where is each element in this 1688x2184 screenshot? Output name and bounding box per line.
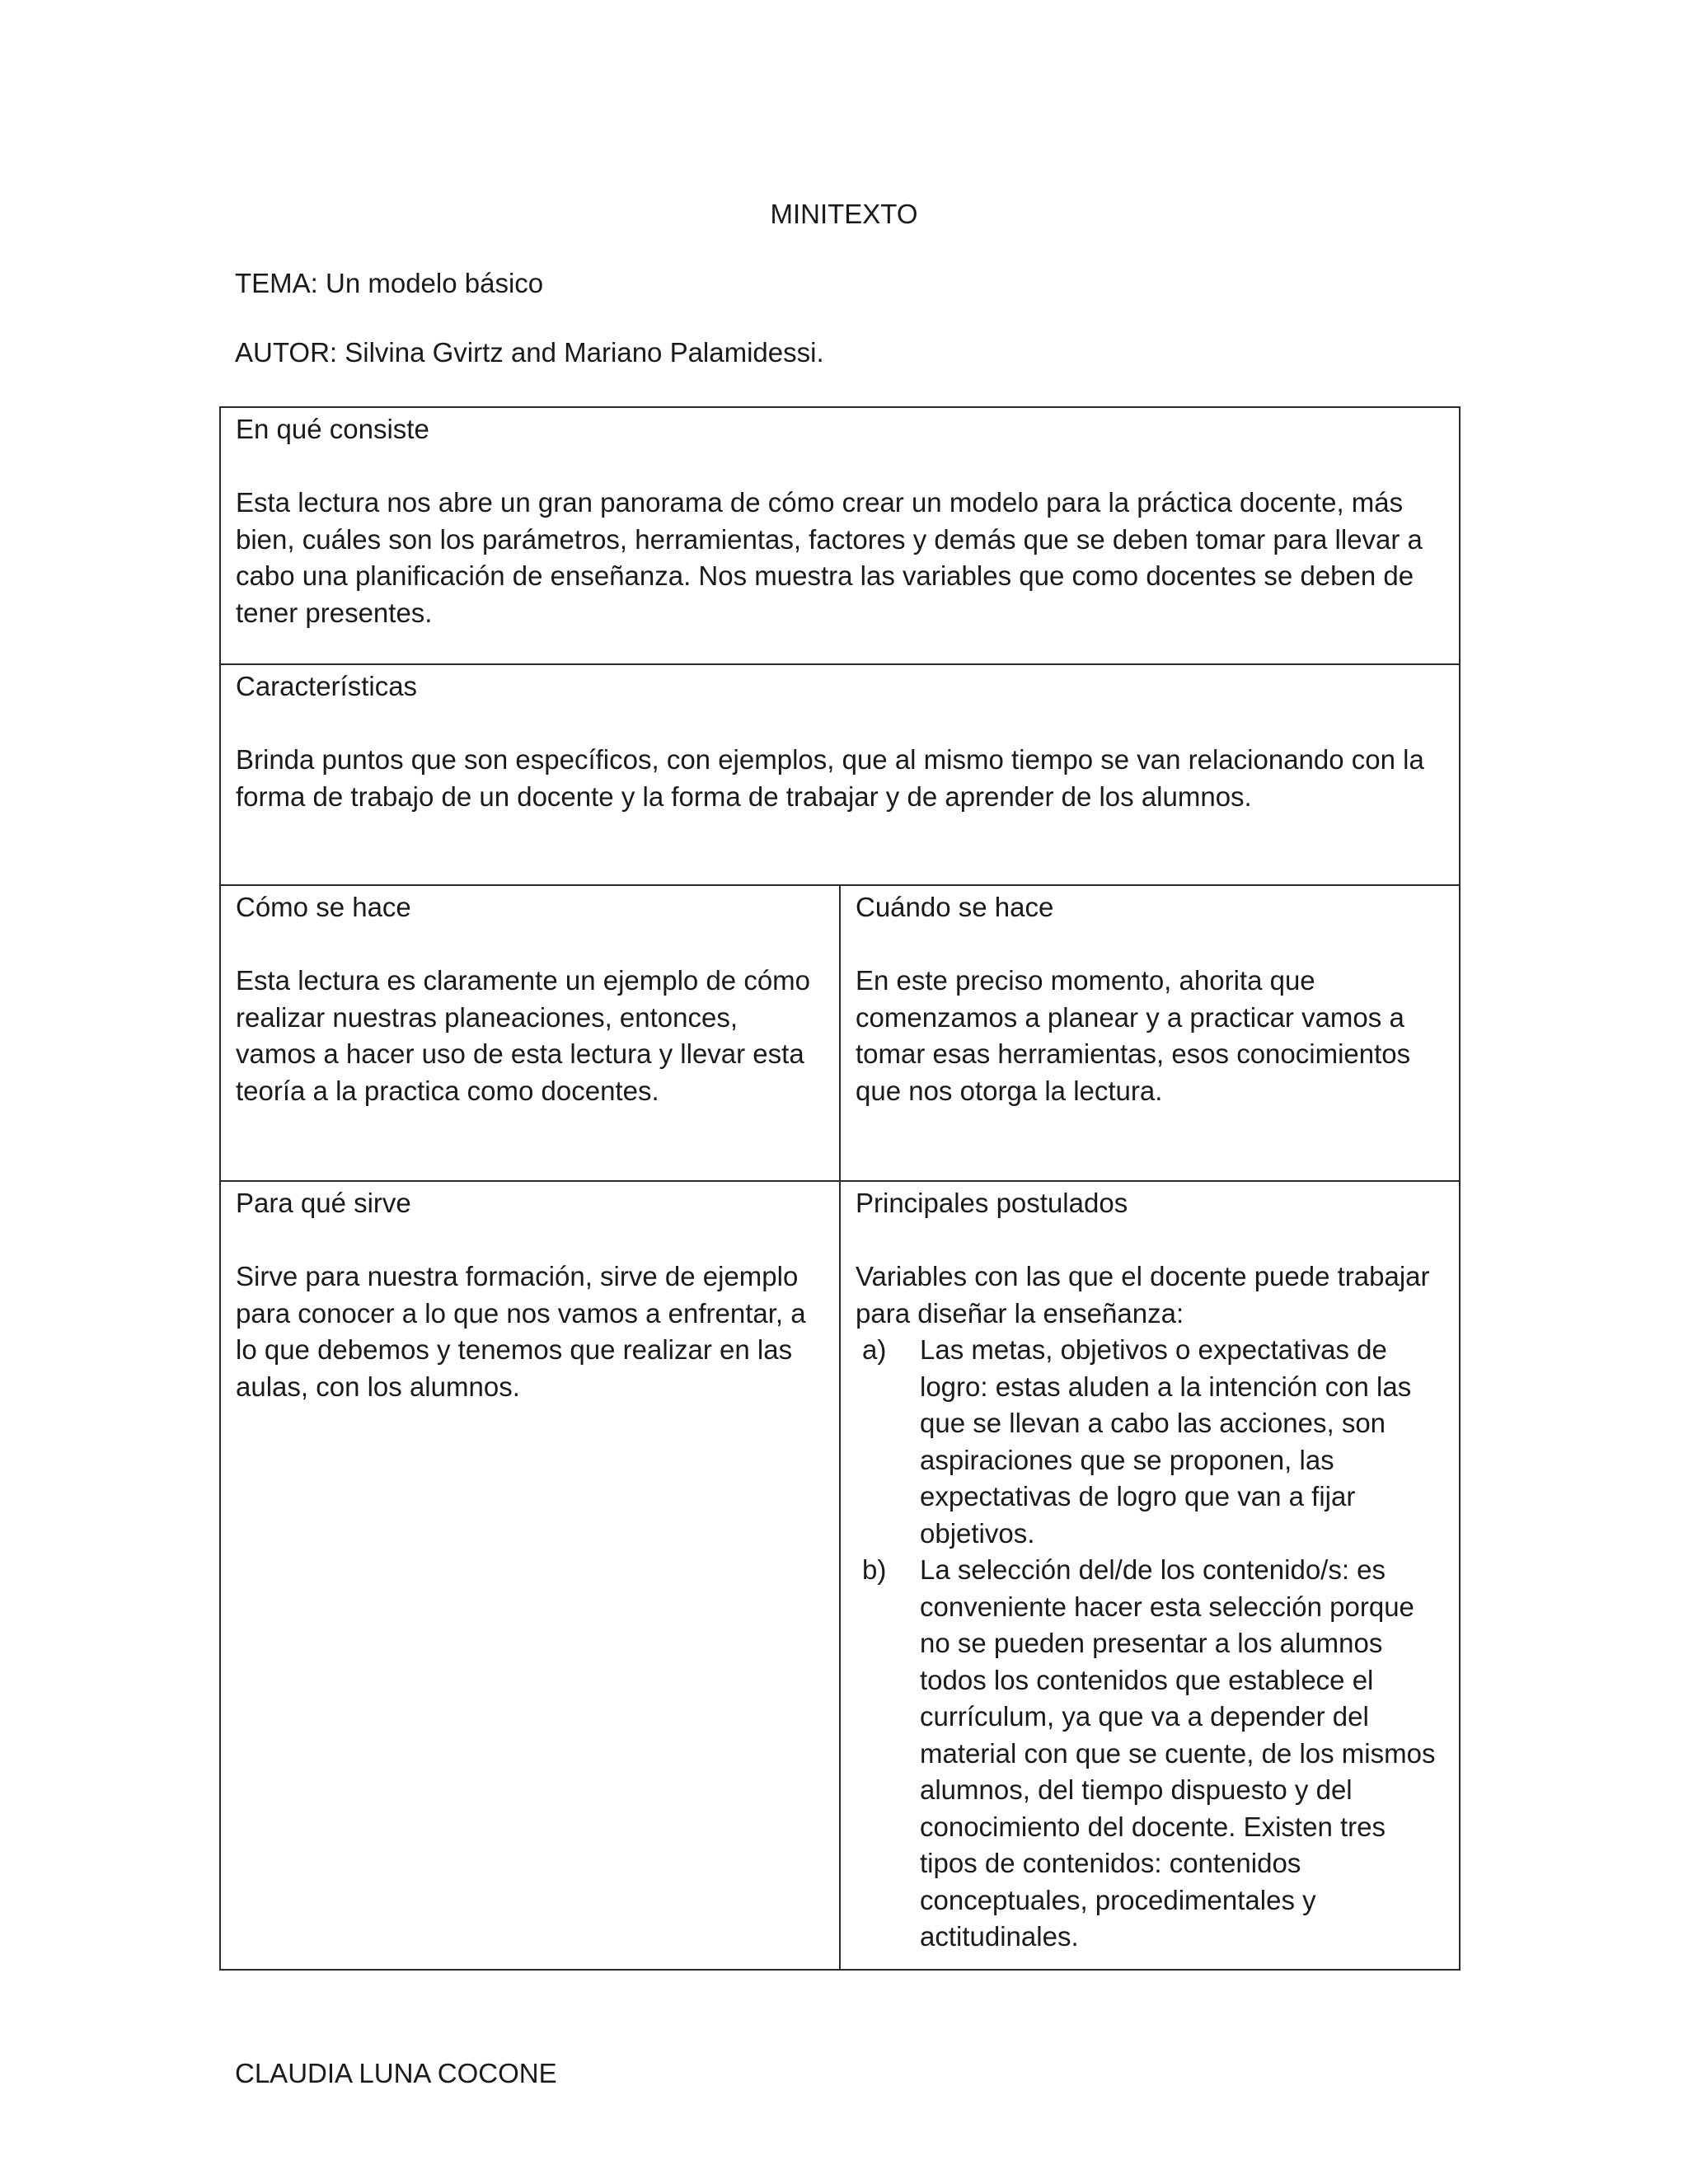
list-item: [856, 1332, 1444, 1552]
cell-caracteristicas: [221, 668, 1459, 815]
list-marker: a): [862, 1334, 887, 1365]
postulados-list: [856, 1332, 1444, 1956]
cuando-se-hace-heading: Cuándo se hace: [856, 892, 1054, 922]
en-que-consiste-heading: En qué consiste: [236, 414, 429, 444]
como-se-hace-body: Esta lectura es claramente un ejemplo de cómo realizar nuestras planeaciones, entonces, vamos a hacer uso de esta lectura y llevar esta teoría a la practica como docentes.: [236, 965, 811, 1106]
caracteristicas-heading: Características: [236, 671, 418, 701]
en-que-consiste-body: Esta lectura nos abre un gran panorama de cómo crear un modelo para la práctica docente, más bien, cuáles son los parámetros, herramientas, factores y demás que se deben tomar para llevar a cabo una planificación de enseñanza. Nos muestra las variables que como docentes se deben de tener presentes.: [236, 487, 1423, 628]
cell-para-que-sirve: [221, 1185, 839, 1405]
tema-line: TEMA: Un modelo básico: [235, 268, 544, 298]
para-que-sirve-body: Sirve para nuestra formación, sirve de ejemplo para conocer a lo que nos vamos a enfrentar, a lo que debemos y tenemos que realizar en las aulas, con los alumnos.: [236, 1261, 806, 1402]
list-item-text: La selección del/de los contenido/s: es conveniente hacer esta selección porque no se pueden presentar a los alumnos todos los contenidos que establece el currículum, ya que va a depender del material con que se cuente, de los mismos alumnos, del tiempo dispuesto y del conocimiento del docente. Existen tres tipos de contenidos: contenidos conceptuales, procedimentales y actitudinales.: [920, 1554, 1436, 1952]
list-item-text: Las metas, objetivos o expectativas de logro: estas aluden a la intención con las que se llevan a cabo las acciones, son aspiraciones que se proponen, las expectativas de logro que van a fijar objetivos.: [920, 1334, 1412, 1549]
principales-postulados-intro: Variables con las que el docente puede trabajar para diseñar la enseñanza:: [856, 1261, 1430, 1329]
cell-en-que-consiste: [221, 411, 1459, 631]
list-item: [856, 1552, 1444, 1956]
row-divider-1: [221, 663, 1459, 665]
autor-line: AUTOR: Silvina Gvirtz and Mariano Palamidessi.: [235, 337, 824, 368]
cell-principales-postulados: [841, 1185, 1459, 1956]
para-que-sirve-heading: Para qué sirve: [236, 1188, 411, 1218]
minitexto-table: [219, 406, 1461, 1971]
caracteristicas-body: Brinda puntos que son específicos, con ejemplos, que al mismo tiempo se van relacionando con la forma de trabajo de un docente y la forma de trabajar y de aprender de los alumnos.: [236, 744, 1424, 812]
footer-author-name: CLAUDIA LUNA COCONE: [235, 2058, 557, 2088]
cuando-se-hace-body: En este preciso momento, ahorita que comenzamos a planear y a practicar vamos a tomar esas herramientas, esos conocimientos que nos otorga la lectura.: [856, 965, 1411, 1106]
document-title: MINITEXTO: [770, 199, 918, 229]
list-marker: b): [862, 1554, 887, 1585]
como-se-hace-heading: Cómo se hace: [236, 892, 411, 922]
cell-cuando-se-hace: [841, 889, 1459, 1109]
principales-postulados-heading: Principales postulados: [856, 1188, 1128, 1218]
cell-como-se-hace: [221, 889, 839, 1109]
